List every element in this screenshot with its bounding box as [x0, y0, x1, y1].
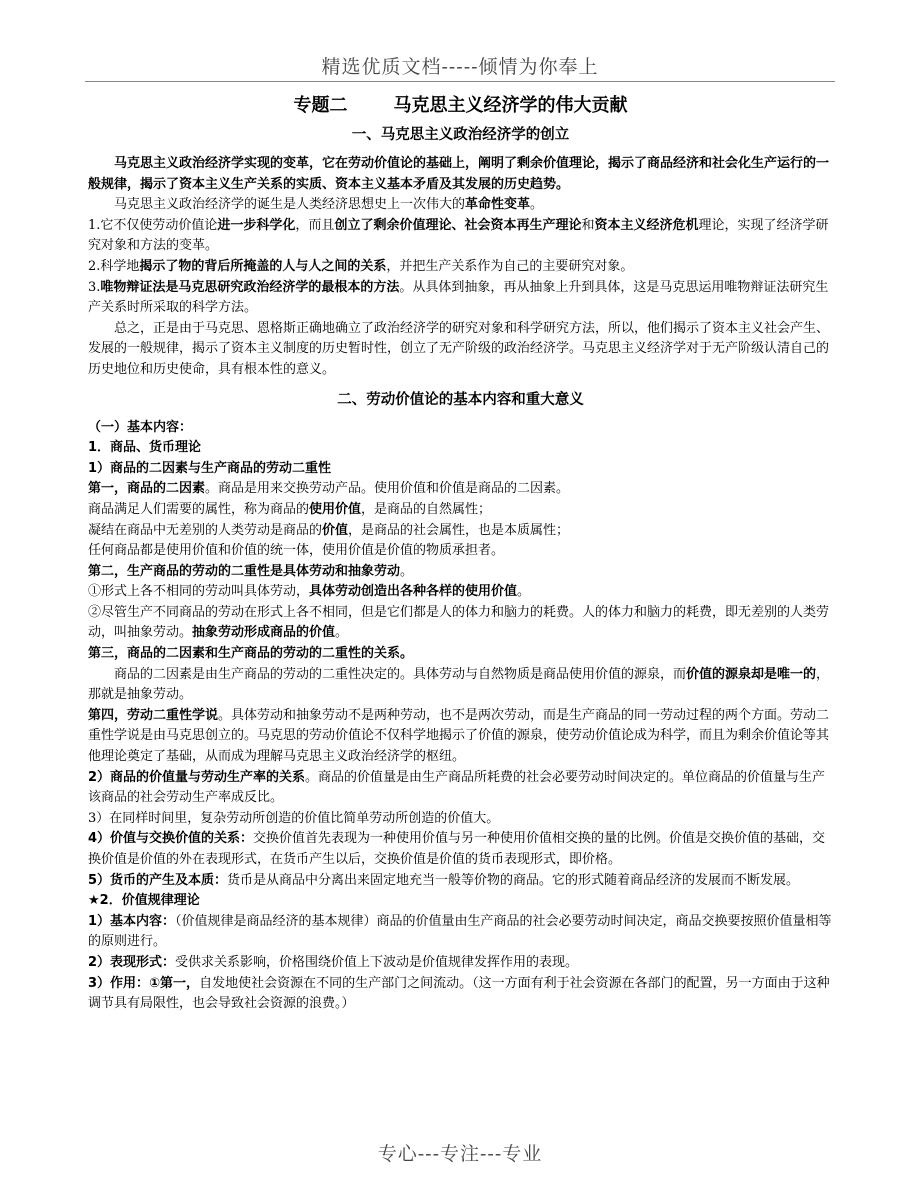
title-topic: 专题二: [293, 95, 348, 116]
subheading: 1）商品的二因素与生产商品的劳动二重性: [88, 460, 332, 476]
list-item: 1.它不仅使劳动价值论进一步科学化，而且创立了剩余价值理论、社会资本再生产理论和资本主义经济危机理论，实现了经济学研究对象和方法的变革。: [88, 217, 829, 254]
header-rule: [85, 81, 835, 82]
section-1-heading: 一、马克思主义政治经济学的创立: [351, 127, 570, 143]
paragraph: ②尽管生产不同商品的劳动在形式上各不相同，但是它们都是人的体力和脑力的耗费。人的体力和脑力的耗费，即无差别的人类劳动，叫抽象劳动。抽象劳动形成商品的价值。: [88, 604, 830, 641]
subheading: 1．商品、货币理论: [88, 440, 202, 456]
document-body: [88, 91, 833, 1015]
paragraph: 1）基本内容：（价值规律是商品经济的基本规律）商品的价值量由生产商品的社会必要劳动时间决定，商品交换要按照价值量相等的原则进行。: [88, 913, 832, 950]
paragraph: 马克思主义政治经济学实现的变革，它在劳动价值论的基础上，阐明了剩余价值理论，揭示了商品经济和社会化生产运行的一般规律，揭示了资本主义生产关系的实质、资本主义基本矛盾及其发展的历史趋势。: [88, 156, 830, 192]
list-item: 3.唯物辩证法是马克思研究政治经济学的最根本的方法。从具体到抽象，再从抽象上升到具体，这是马克思运用唯物辩证法研究生产关系时所采取的科学方法。: [88, 279, 829, 316]
paragraph: 3）在同样时间里，复杂劳动所创造的价值比简单劳动所创造的价值大。: [88, 810, 500, 826]
paragraph: 第三，商品的二因素和生产商品的劳动的二重性的关系。: [88, 646, 414, 662]
title-text: 马克思主义经济学的伟大贡献: [393, 95, 628, 116]
paragraph: 凝结在商品中无差别的人类劳动是商品的价值，是商品的社会属性，也是本质属性；: [88, 522, 570, 538]
paragraph: 3）作用：①第一，自发地使社会资源在不同的生产部门之间流动。（这一方面有利于社会资源在各部门的配置，另一方面由于这种调节具有局限性，也会导致社会资源的浪费。）: [88, 975, 830, 1012]
paragraph: 马克思主义政治经济学的诞生是人类经济思想史上一次伟大的革命性变革。: [114, 197, 544, 213]
paragraph: 4）价值与交换价值的关系：交换价值首先表现为一种使用价值与另一种使用价值相交换的量的比例。价值是交换价值的基础，交换价值是价值的外在表现形式，在货币产生以后，交换价值是价值的货币表现形式，即价格。: [88, 831, 826, 867]
paragraph: 第四，劳动二重性学说。具体劳动和抽象劳动不是两种劳动，也不是两次劳动，而是生产商品的同一劳动过程的两个方面。劳动二重性学说是由马克思创立的。马克思的劳动价值论不仅科学地揭示了价值的源泉，使劳动价值论成为科学，而且为剩余价值论等其他理论奠定了基础，从而成为理解马克思主义政治经济学的枢纽。: [88, 707, 830, 765]
paragraph: 第二，生产商品的劳动的二重性是具体劳动和抽象劳动。: [88, 563, 414, 579]
document-title: [88, 94, 833, 118]
list-item: 2.科学地揭示了物的背后所掩盖的人与人之间的关系，并把生产关系作为自己的主要研究对象。: [88, 258, 634, 274]
paragraph: 商品满足人们需要的属性，称为商品的使用价值，是商品的自然属性；: [88, 501, 492, 517]
paragraph: 2）表现形式：受供求关系影响，价格围绕价值上下波动是价值规律发挥作用的表现。: [88, 954, 579, 970]
paragraph: 商品的二因素是由生产商品的劳动的二重性决定的。具体劳动与自然物质是商品使用价值的源泉，而价值的源泉却是唯一的，那就是抽象劳动。: [88, 666, 830, 703]
subheading: （一）基本内容：: [88, 419, 193, 435]
paragraph: 第一，商品的二因素。商品是用来交换劳动产品。使用价值和价值是商品的二因素。: [88, 481, 570, 497]
page-header: 精选优质文档-----倾情为你奉上: [321, 56, 599, 78]
paragraph: 任何商品都是使用价值和价值的统一体，使用价值是价值的物质承担者。: [88, 543, 505, 559]
paragraph: 2）商品的价值量与劳动生产率的关系。商品的价值量是由生产商品所耗费的社会必要劳动时间决定的。单位商品的价值量与生产该商品的社会劳动生产率成反比。: [88, 769, 826, 806]
subheading: ★2．价值规律理论: [88, 893, 200, 909]
section-2-heading: 二、劳动价值论的基本内容和重大意义: [337, 391, 584, 408]
paragraph: ①形式上各不相同的劳动叫具体劳动，具体劳动创造出各种各样的使用价值。: [88, 584, 531, 600]
paragraph: 总之，正是由于马克思、恩格斯正确地确立了政治经济学的研究对象和科学研究方法，所以，他们揭示了资本主义社会产生、发展的一般规律，揭示了资本主义制度的历史暂时性，创立了无产阶级的政治经济学。马克思主义经济学对于无产阶级认清自己的历史地位和历史使命，具有根本性的意义。: [88, 320, 830, 377]
page-footer: 专心---专注---专业: [377, 1143, 543, 1165]
paragraph: 5）货币的产生及本质：货币是从商品中分离出来固定地充当一般等价物的商品。它的形式随着商品经济的发展而不断发展。: [88, 872, 800, 888]
